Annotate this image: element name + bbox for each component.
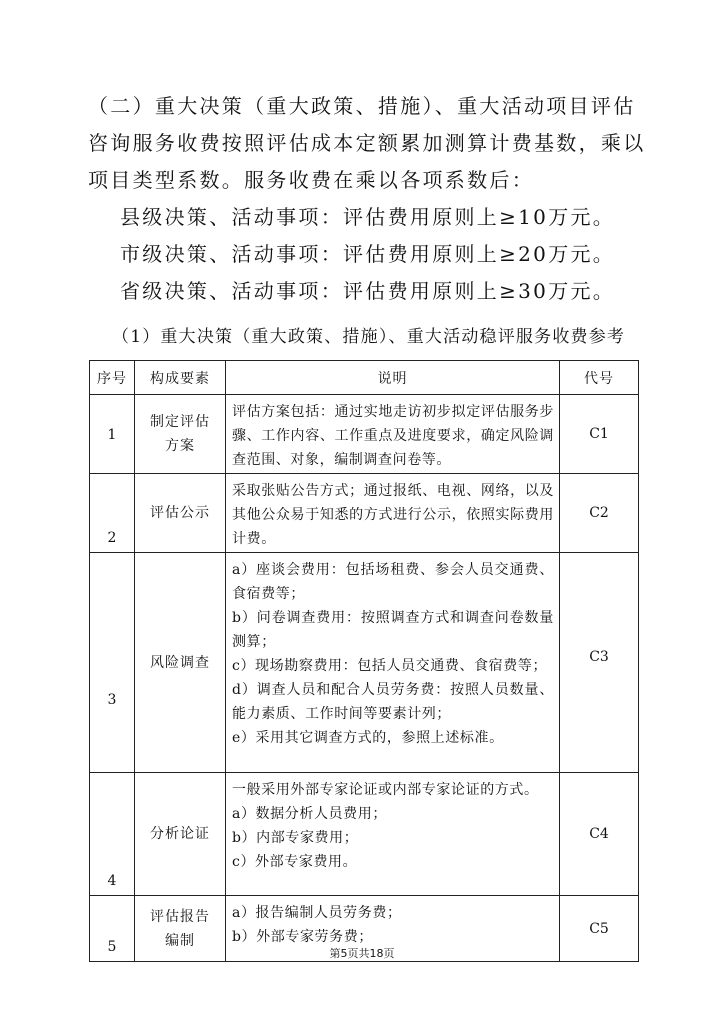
desc-line: 评估方案包括：通过实地走访初步拟定评估服务步骤、工作内容、工作重点及进度要求，确定风险调查范围、对象，编制调查问卷等。: [232, 404, 554, 468]
table-row: [90, 395, 639, 474]
row-description: [226, 553, 560, 773]
table-row: [90, 474, 639, 553]
desc-line: 一般采用外部专家论证或内部专家论证的方式。: [232, 782, 539, 798]
row-index: 3: [90, 553, 135, 773]
table-row: [90, 553, 639, 773]
province-level-line: 省级决策、活动事项：评估费用原则上≥30万元。: [120, 279, 616, 303]
element-line: 评估报告: [150, 908, 210, 925]
desc-line: b）外部专家劳务费；: [232, 929, 373, 945]
city-level-line: 市级决策、活动事项：评估费用原则上≥20万元。: [120, 242, 616, 266]
row-element: [135, 773, 226, 896]
desc-line: c）外部专家费用。: [232, 854, 358, 870]
element-line: 风险调查: [150, 654, 210, 671]
row-code: C3: [560, 553, 639, 773]
element-line: 评估公示: [150, 505, 210, 521]
row-description: [226, 773, 560, 896]
desc-line: e）采用其它调查方式的，参照上述标准。: [232, 730, 504, 746]
table-row: [90, 773, 639, 896]
table-header-row: [90, 361, 639, 395]
intro-section: [88, 88, 648, 310]
header-description: 说明: [226, 361, 560, 395]
desc-line: b）问卷调查费用：按照调查方式和调查问卷数量测算；: [232, 610, 554, 650]
row-code: C5: [560, 896, 639, 962]
element-line: 编制: [165, 932, 195, 949]
header-index: 序号: [90, 361, 135, 395]
row-index: 5: [90, 896, 135, 962]
row-index: 4: [90, 773, 135, 896]
row-code: C1: [560, 395, 639, 474]
row-description: [226, 474, 560, 553]
row-index: 1: [90, 395, 135, 474]
table-title: （1）重大决策（重大政策、措施）、重大活动稳评服务收费参考: [112, 327, 626, 347]
desc-line: a）报告编制人员劳务费；: [232, 905, 402, 921]
row-element: [135, 395, 226, 474]
desc-line: a）数据分析人员费用；: [232, 806, 387, 822]
intro-paragraph: （二）重大决策（重大政策、措施）、重大活动项目评估咨询服务收费按照评估成本定额累加测算计费基数，乘以项目类型系数。服务收费在乘以各项系数后：: [88, 94, 646, 192]
element-line: 分析论证: [150, 826, 210, 842]
desc-line: 采取张贴公告方式；通过报纸、电视、网络，以及其他公众易于知悉的方式进行公示，依照实际费用计费。: [232, 483, 554, 547]
element-line: 方案: [165, 438, 195, 454]
row-code: C4: [560, 773, 639, 896]
row-element: [135, 553, 226, 773]
fee-reference-table: [89, 360, 639, 962]
desc-line: b）内部专家费用；: [232, 830, 359, 846]
header-element: 构成要素: [135, 361, 226, 395]
row-index: 2: [90, 474, 135, 553]
element-line: 制定评估: [150, 414, 210, 430]
page-number: 第5页共18页: [329, 947, 395, 960]
county-level-line: 县级决策、活动事项：评估费用原则上≥10万元。: [120, 205, 616, 229]
row-description: [226, 395, 560, 474]
desc-line: c）现场勘察费用：包括人员交通费、食宿费等；: [232, 658, 548, 674]
header-code: 代号: [560, 361, 639, 395]
row-element: [135, 474, 226, 553]
row-code: C2: [560, 474, 639, 553]
desc-line: a）座谈会费用：包括场租费、参会人员交通费、食宿费等；: [232, 562, 554, 602]
desc-line: d）调查人员和配合人员劳务费：按照人员数量、能力素质、工作时间等要素计列；: [232, 682, 554, 722]
